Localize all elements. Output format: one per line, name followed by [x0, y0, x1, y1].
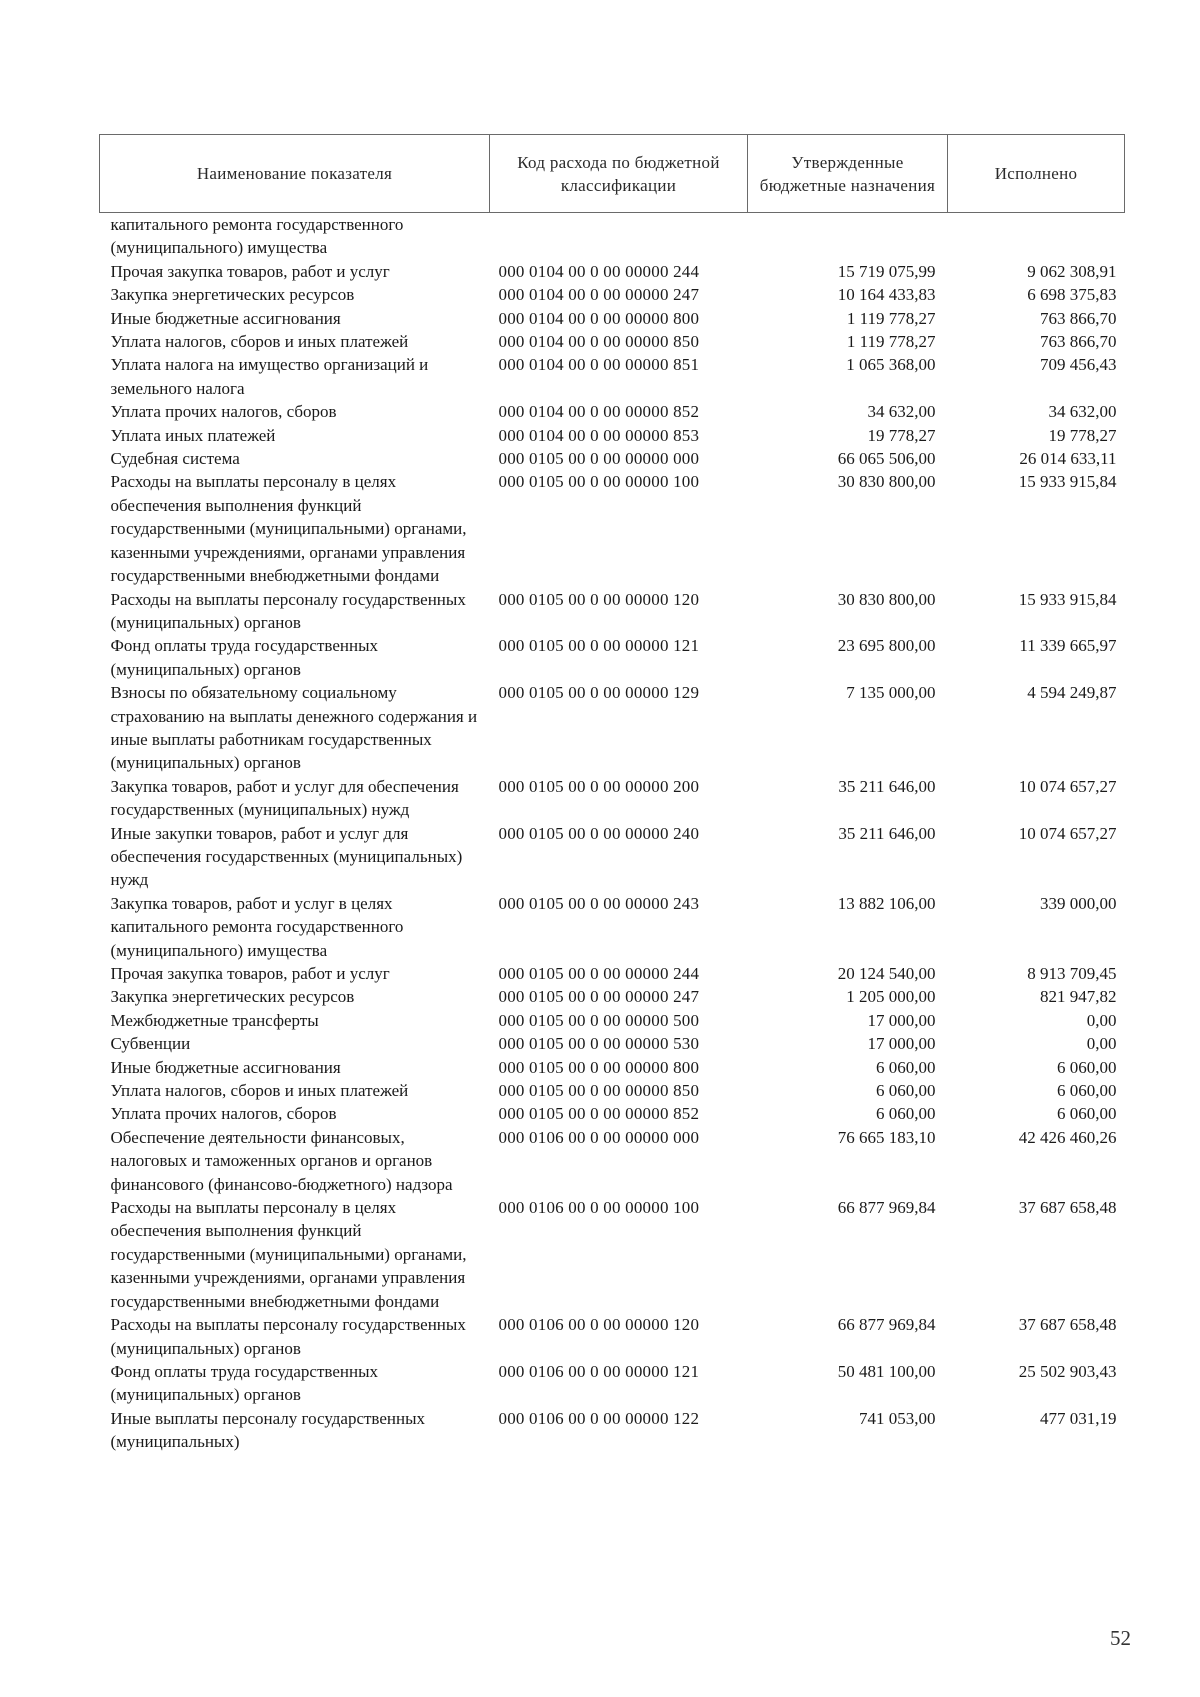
- row-executed: 821 947,82: [1040, 987, 1117, 1007]
- row-code: 000 0104 00 0 00 00000 244: [498, 261, 700, 281]
- table-row: [100, 681, 1125, 775]
- page-number: 52: [1110, 1626, 1131, 1650]
- table-row: [100, 213, 1125, 260]
- table-row: [100, 822, 1125, 892]
- table-row: [100, 1009, 1125, 1032]
- row-approved: 1 119 778,27: [846, 308, 936, 328]
- row-name: Уплата прочих налогов, сборов: [110, 402, 337, 422]
- table-row: [100, 962, 1125, 985]
- row-code: 000 0105 00 0 00 00000 129: [498, 683, 700, 703]
- row-code: 000 0105 00 0 00 00000 800: [498, 1057, 700, 1077]
- table-body: [100, 213, 1125, 1454]
- table-row: [100, 1196, 1125, 1313]
- row-executed: [948, 213, 1125, 260]
- row-name: Межбюджетные трансферты: [110, 1010, 319, 1030]
- row-name: Фонд оплаты труда государственных (муниципальных) органов: [110, 1361, 378, 1405]
- table-row: [100, 1102, 1125, 1125]
- header-code: Код расхода по бюджетной классификации: [490, 135, 748, 213]
- row-code: 000 0106 00 0 00 00000 122: [498, 1408, 700, 1428]
- table-row: [100, 1407, 1125, 1454]
- row-approved: 15 719 075,99: [837, 261, 936, 281]
- row-approved: 1 205 000,00: [846, 987, 936, 1007]
- row-executed: 763 866,70: [1040, 332, 1117, 352]
- row-code: 000 0104 00 0 00 00000 852: [498, 402, 700, 422]
- row-name: Уплата прочих налогов, сборов: [110, 1104, 337, 1124]
- table-row: [100, 470, 1125, 587]
- table-row: [100, 283, 1125, 306]
- row-approved: 6 060,00: [876, 1057, 936, 1077]
- row-name: Закупка энергетических ресурсов: [110, 987, 355, 1007]
- row-code: 000 0105 00 0 00 00000 247: [498, 987, 700, 1007]
- table-row: [100, 307, 1125, 330]
- row-approved: 1 065 368,00: [846, 355, 936, 375]
- row-approved: 34 632,00: [867, 402, 936, 422]
- table-row: [100, 634, 1125, 681]
- table-row: [100, 353, 1125, 400]
- row-approved: 50 481 100,00: [837, 1361, 936, 1381]
- row-code: 000 0105 00 0 00 00000 200: [498, 776, 700, 796]
- table-row: [100, 447, 1125, 470]
- row-executed: 6 060,00: [1057, 1081, 1117, 1101]
- table-row: [100, 1032, 1125, 1055]
- row-name: Иные бюджетные ассигнования: [110, 1057, 341, 1077]
- row-code: 000 0105 00 0 00 00000 240: [498, 823, 700, 843]
- row-executed: 34 632,00: [1048, 402, 1117, 422]
- row-executed: 763 866,70: [1040, 308, 1117, 328]
- row-executed: 8 913 709,45: [1027, 964, 1117, 983]
- row-name: Расходы на выплаты персоналу государственных (муниципальных) органов: [110, 589, 466, 632]
- row-approved: 13 882 106,00: [837, 893, 936, 913]
- row-executed: 6 698 375,83: [1027, 285, 1117, 305]
- row-code: 000 0104 00 0 00 00000 800: [498, 308, 700, 328]
- table-row: [100, 1313, 1125, 1360]
- row-code: 000 0106 00 0 00 00000 100: [498, 1198, 700, 1218]
- row-approved: 17 000,00: [867, 1034, 936, 1054]
- row-name: капитального ремонта государственного (муниципального) имущества: [110, 215, 404, 258]
- row-executed: 477 031,19: [1040, 1408, 1117, 1428]
- row-name: Иные закупки товаров, работ и услуг для обеспечения государственных (муниципальных) нужд: [110, 823, 463, 890]
- row-code: 000 0105 00 0 00 00000 100: [498, 472, 700, 492]
- row-code: 000 0105 00 0 00 00000 243: [498, 893, 700, 913]
- row-name: Иные выплаты персоналу государственных (муниципальных): [110, 1408, 426, 1452]
- row-name: Закупка энергетических ресурсов: [110, 285, 355, 305]
- row-name: Субвенции: [110, 1034, 191, 1054]
- row-approved: 30 830 800,00: [837, 472, 936, 492]
- table-row: [100, 892, 1125, 962]
- header-name: Наименование показателя: [100, 135, 490, 213]
- row-approved: 6 060,00: [876, 1081, 936, 1101]
- row-approved: 1 119 778,27: [846, 332, 936, 352]
- table-row: [100, 588, 1125, 635]
- table-row: [100, 400, 1125, 423]
- row-name: Прочая закупка товаров, работ и услуг: [110, 261, 390, 281]
- row-executed: 37 687 658,48: [1018, 1315, 1117, 1335]
- row-name: Закупка товаров, работ и услуг для обеспечения государственных (муниципальных) нужд: [110, 776, 459, 820]
- table-row: [100, 424, 1125, 447]
- row-name: Уплата налогов, сборов и иных платежей: [110, 1081, 409, 1101]
- row-approved: 30 830 800,00: [837, 589, 936, 609]
- row-executed: 42 426 460,26: [1018, 1127, 1117, 1147]
- row-code: 000 0104 00 0 00 00000 853: [498, 425, 700, 445]
- row-name: Закупка товаров, работ и услуг в целях капитального ремонта государственного (муниципального) имущества: [110, 893, 404, 960]
- row-approved: 76 665 183,10: [837, 1127, 936, 1147]
- row-approved: 66 877 969,84: [837, 1198, 936, 1218]
- row-name: Обеспечение деятельности финансовых, налоговых и таможенных органов и органов финансового (финансово-бюджетного) надзора: [110, 1127, 453, 1194]
- row-approved: 66 877 969,84: [837, 1315, 936, 1335]
- row-approved: 35 211 646,00: [838, 823, 936, 843]
- row-executed: 10 074 657,27: [1018, 776, 1117, 796]
- table-row: [100, 1126, 1125, 1196]
- row-approved: 17 000,00: [867, 1010, 936, 1030]
- row-code: 000 0105 00 0 00 00000 120: [498, 589, 700, 609]
- row-name: Иные бюджетные ассигнования: [110, 308, 341, 328]
- table-row: [100, 260, 1125, 283]
- header-executed: Исполнено: [948, 135, 1125, 213]
- row-approved: 741 053,00: [859, 1408, 936, 1428]
- row-code: 000 0105 00 0 00 00000 244: [498, 964, 700, 983]
- row-executed: 709 456,43: [1040, 355, 1117, 375]
- row-code: 000 0104 00 0 00 00000 851: [498, 355, 700, 375]
- row-code: 000 0105 00 0 00 00000 852: [498, 1104, 700, 1124]
- row-executed: 37 687 658,48: [1018, 1198, 1117, 1218]
- row-name: Уплата налога на имущество организаций и земельного налога: [110, 355, 429, 398]
- budget-table: [99, 134, 1125, 1454]
- row-code: 000 0105 00 0 00 00000 500: [498, 1010, 700, 1030]
- row-approved: 23 695 800,00: [837, 636, 936, 656]
- row-code: 000 0105 00 0 00 00000 850: [498, 1081, 700, 1101]
- row-name: Взносы по обязательному социальному страхованию на выплаты денежного содержания и иные выплаты работникам государственных (муниципальных) органов: [110, 683, 478, 773]
- table-row: [100, 985, 1125, 1008]
- row-approved: [748, 213, 948, 260]
- header-row: [100, 135, 1125, 213]
- table-row: [100, 1360, 1125, 1407]
- row-code: 000 0104 00 0 00 00000 247: [498, 285, 700, 305]
- row-approved: 20 124 540,00: [837, 964, 936, 983]
- row-approved: 66 065 506,00: [837, 449, 936, 469]
- row-code: 000 0105 00 0 00 00000 121: [498, 636, 700, 656]
- row-name: Расходы на выплаты персоналу в целях обеспечения выполнения функций государственными (муниципальными) органами, казенными учреждениями, органами управления государственными внебюджетными фондами: [110, 1198, 467, 1311]
- row-approved: 19 778,27: [867, 425, 936, 445]
- row-executed: 11 339 665,97: [1019, 636, 1117, 656]
- row-name: Уплата налогов, сборов и иных платежей: [110, 332, 409, 352]
- row-name: Уплата иных платежей: [110, 425, 276, 445]
- row-approved: 10 164 433,83: [837, 285, 936, 305]
- row-executed: 15 933 915,84: [1018, 589, 1117, 609]
- row-code: 000 0104 00 0 00 00000 850: [498, 332, 700, 352]
- row-code: 000 0106 00 0 00 00000 000: [498, 1127, 700, 1147]
- table-row: [100, 330, 1125, 353]
- row-executed: 0,00: [1086, 1010, 1117, 1030]
- row-executed: 0,00: [1086, 1034, 1117, 1054]
- row-executed: 339 000,00: [1040, 893, 1117, 913]
- table-row: [100, 775, 1125, 822]
- row-executed: 19 778,27: [1048, 425, 1117, 445]
- row-code: 000 0106 00 0 00 00000 121: [498, 1361, 700, 1381]
- row-code: 000 0105 00 0 00 00000 000: [498, 449, 700, 469]
- row-approved: 35 211 646,00: [838, 776, 936, 796]
- row-code: 000 0105 00 0 00 00000 530: [498, 1034, 700, 1054]
- table-header: [100, 135, 1125, 213]
- row-name: Расходы на выплаты персоналу в целях обеспечения выполнения функций государственными (муниципальными) органами, казенными учреждениями, органами управления государственными внебюджетными фондами: [110, 472, 467, 586]
- row-executed: 4 594 249,87: [1027, 683, 1117, 703]
- row-name: Фонд оплаты труда государственных (муниципальных) органов: [110, 636, 378, 679]
- row-name: Прочая закупка товаров, работ и услуг: [110, 964, 390, 983]
- row-approved: 6 060,00: [876, 1104, 936, 1124]
- row-code: 000 0106 00 0 00 00000 120: [498, 1315, 700, 1335]
- row-name: Судебная система: [110, 449, 240, 469]
- row-executed: 10 074 657,27: [1018, 823, 1117, 843]
- table-row: [100, 1056, 1125, 1079]
- row-name: Расходы на выплаты персоналу государственных (муниципальных) органов: [110, 1315, 466, 1358]
- table-row: [100, 1079, 1125, 1102]
- row-approved: 7 135 000,00: [846, 683, 936, 703]
- row-code: [490, 213, 748, 260]
- row-executed: 26 014 633,11: [1019, 449, 1117, 469]
- row-executed: 15 933 915,84: [1018, 472, 1117, 492]
- row-executed: 9 062 308,91: [1027, 261, 1117, 281]
- row-executed: 6 060,00: [1057, 1057, 1117, 1077]
- header-approved: Утвержденные бюджетные назначения: [748, 135, 948, 213]
- row-executed: 25 502 903,43: [1018, 1361, 1117, 1381]
- row-executed: 6 060,00: [1057, 1104, 1117, 1124]
